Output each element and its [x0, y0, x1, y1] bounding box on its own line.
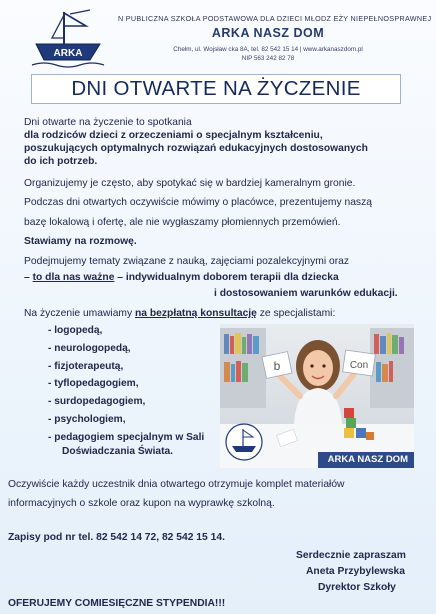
consultation-a: Na życzenie umawiamy [24, 308, 136, 319]
list-item: - logopedą, [48, 325, 103, 336]
ark-boat-logo [30, 8, 106, 70]
consultation-line [24, 307, 335, 320]
page-title-box [31, 74, 401, 104]
intro-bold-line-1: dla rodziców dzieci z orzeczeniami o specjalnym kształceniu, [24, 130, 323, 141]
school-header [118, 14, 432, 62]
materials-line-1: Oczywiście każdy uczestnik dnia otwartego otrzymuje komplet materiałów [8, 479, 345, 490]
list-item: Doświadczania Świata. [62, 445, 173, 457]
intro-bold-line-2: poszukujących optymalnych rozwiązań edukacyjnych dostosowanych [24, 143, 368, 154]
list-item: - tyflopedagogiem, [48, 378, 139, 390]
intro-line: Dni otwarte na życzenie to spotkania [24, 117, 192, 128]
consultation-b: ze specjalistami: [256, 308, 336, 319]
therapy-line-2: i dostosowaniem warunków edukacji. [214, 288, 398, 299]
list-item: - neurologopedą, [48, 342, 131, 354]
school-name: N PUBLICZNA SZKOŁA PODSTAWOWA DLA DZIECI MŁODZ EŻY NIEPEŁNOSPRAWNEJ [118, 14, 432, 23]
page-title: DNI OTWARTE NA ŻYCZENIE [71, 77, 361, 100]
logo-text: ARKA [53, 48, 83, 59]
card-right-text: Con [349, 360, 369, 371]
therapy-rest: – indywidualnym doborem terapii dla dziecka [114, 272, 339, 283]
paragraph-line: Organizujemy je często, aby spotykać się w bardziej kameralnym gronie. [24, 178, 356, 189]
list-item: - psychologiem, [48, 413, 126, 425]
photo-caption: ARKA NASZ DOM [327, 454, 408, 465]
signature-role: Dyrektor Szkoły [318, 582, 396, 593]
scholarship-line: OFERUJEMY COMIESIĘCZNE STYPENDIA!!! [8, 598, 226, 609]
dash: – [24, 272, 33, 283]
list-item: - fizjoterapeutą, [48, 360, 124, 372]
paragraph-line: bazę lokalową i ofertę, ale nie wygłaszamy płomiennych przemówień. [24, 217, 341, 228]
photo-boat-icon [226, 424, 262, 460]
phone-line: Zapisy pod nr tel. 82 542 14 72, 82 542 15 14. [8, 532, 225, 543]
list-item: - surdopedagogiem, [48, 396, 146, 408]
intro-bold-line-3: do ich potrzeb. [24, 156, 98, 167]
card-left-text: b [273, 359, 281, 373]
school-address: Chełm, ul. Wojsław cka 8A, tel. 82 542 15 14 | www.arkanaszdom.pl [173, 46, 363, 53]
child-photo [220, 324, 414, 468]
signature-name: Aneta Przybylewska [306, 566, 406, 577]
school-nip: NIP 563 242 82 78 [241, 55, 295, 62]
paragraph-line: Podejmujemy tematy związane z nauką, zajęciami pozalekcyjnymi oraz [24, 256, 350, 267]
paragraph-line: Podczas dni otwartych oczywiście mówimy o placówce, prezentujemy naszą [24, 197, 372, 208]
free-consultation: na bezpłatną konsultację [135, 308, 257, 319]
therapy-line [24, 271, 339, 284]
classroom-photo-illustration [220, 324, 414, 468]
materials-line-2: informacyjnych o szkole oraz kupon na wyprawkę szkolną. [8, 498, 275, 509]
emphasis-line: Stawiamy na rozmowę. [24, 236, 137, 247]
closing-line: Serdecznie zapraszam [296, 550, 406, 561]
important-phrase: to dla nas ważne [32, 272, 115, 283]
specialists-list [48, 324, 204, 463]
brand-name: ARKA NASZ DOM [211, 26, 325, 40]
list-item: - pedagogiem specjalnym w Sali [48, 431, 205, 443]
